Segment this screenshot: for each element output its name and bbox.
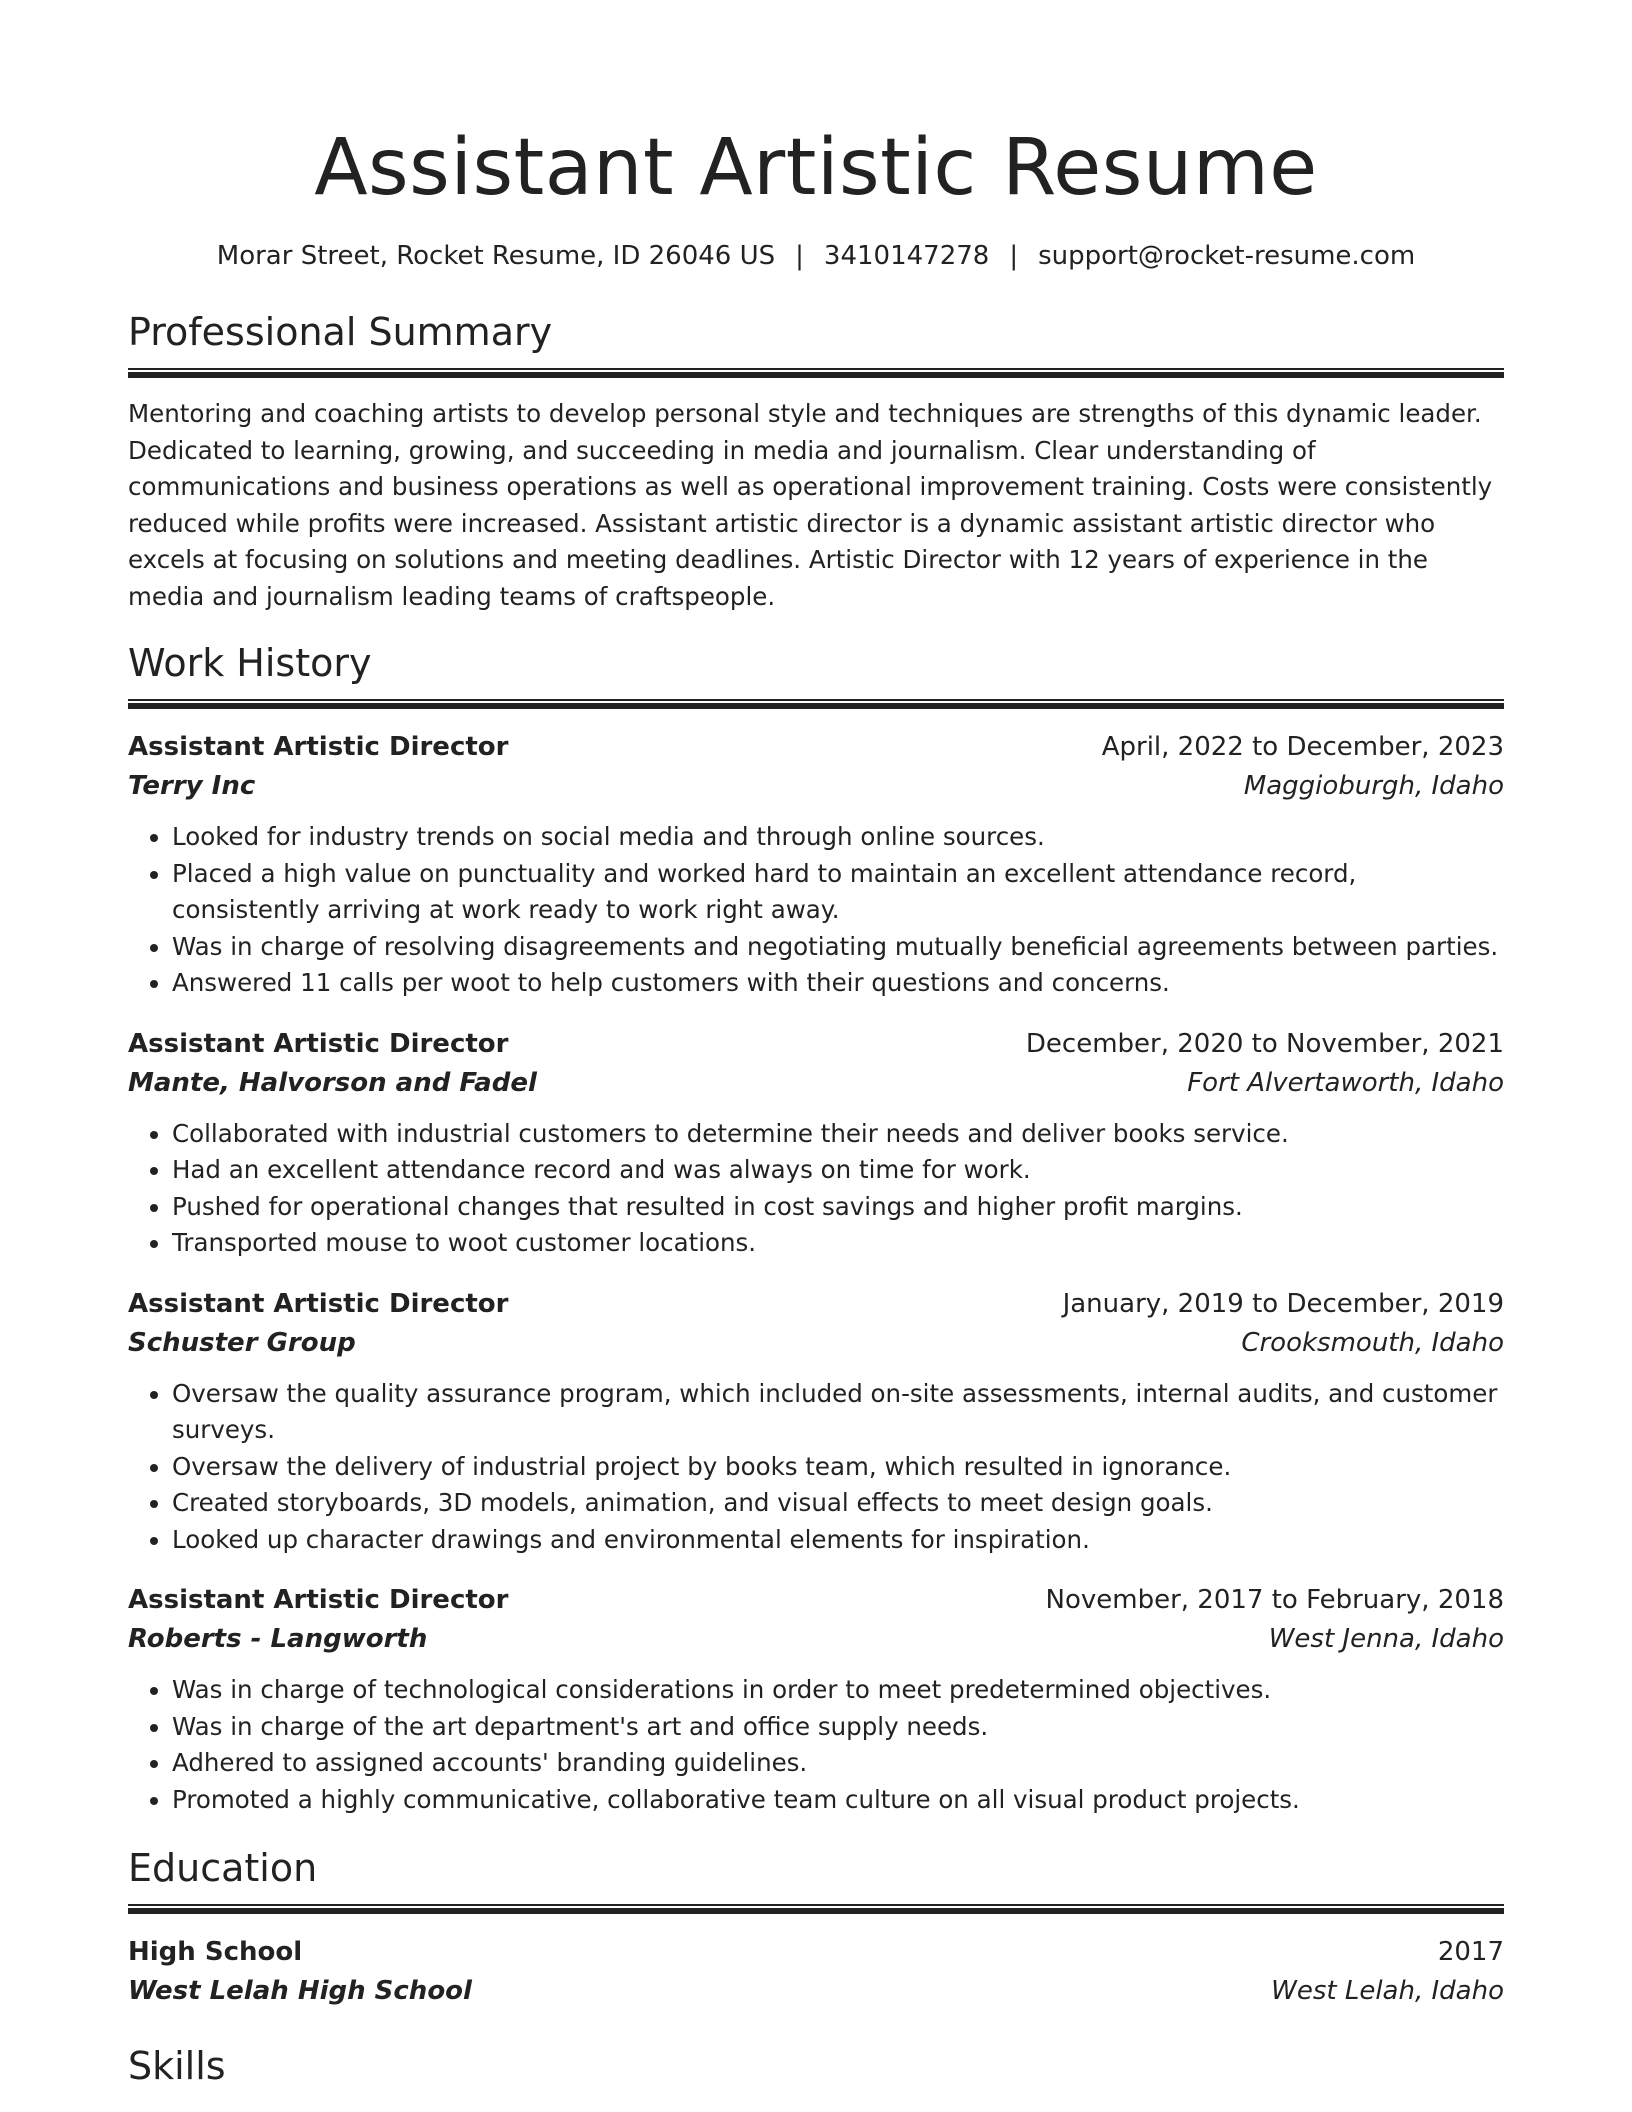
job-bullets [128, 819, 1504, 1002]
contact-separator: | [795, 241, 804, 271]
job-bullet: • Looked for industry trends on social media and through online sources. [172, 819, 1504, 856]
summary-text: Mentoring and coaching artists to develop personal style and techniques are strengths of this dynamic leader. Dedicated to learning, growing, and succeeding in media and journalism. Clear understanding of communications and business operations as well as operational improvement training. Costs were consistently reduced while profits were increased. Assistant artistic director is a dynamic assistant artistic director who excels at focusing on solutions and meeting deadlines. Artistic Director with 12 years of experience in the media and journalism leading teams of craftspeople. [128, 399, 1493, 611]
job-bullet: • Was in charge of technological considerations in order to meet predetermined objectives. [172, 1672, 1504, 1709]
professional-summary-section [128, 306, 1504, 615]
job-entry [128, 1580, 1504, 1818]
education-degree: High School [128, 1937, 303, 1967]
job-location: Crooksmouth, Idaho [1241, 1327, 1504, 1358]
skills-section [128, 2040, 1504, 2092]
section-title-education: Education [128, 1846, 318, 1890]
contact-separator: | [1009, 241, 1019, 271]
job-entry [128, 1284, 1504, 1559]
job-bullet: • Transported mouse to woot customer locations. [172, 1225, 1504, 1262]
contact-phone: 3410147278 [823, 241, 990, 271]
job-entry [128, 1024, 1504, 1262]
job-title: Assistant Artistic Director [128, 1585, 509, 1615]
section-title-skills: Skills [128, 2044, 226, 2088]
contact-line [128, 238, 1504, 274]
job-entry [128, 727, 1504, 1002]
education-entry [128, 1932, 1504, 2010]
job-bullet: • Was in charge of resolving disagreements and negotiating mutually beneficial agreements between parties. [172, 929, 1504, 966]
job-company: Terry Inc [128, 771, 256, 801]
job-bullet: • Adhered to assigned accounts' branding guidelines. [172, 1745, 1504, 1782]
job-dates: December, 2020 to November, 2021 [1025, 1028, 1504, 1059]
job-bullets [128, 1376, 1504, 1559]
job-location: West Jenna, Idaho [1268, 1624, 1504, 1654]
resume-page [128, 0, 1504, 2092]
job-dates: November, 2017 to February, 2018 [1045, 1585, 1504, 1615]
job-bullet: • Collaborated with industrial customers to determine their needs and deliver books service. [172, 1116, 1504, 1153]
job-title: Assistant Artistic Director [128, 732, 509, 762]
job-company: Mante, Halvorson and Fadel [128, 1067, 537, 1098]
section-divider [128, 368, 1504, 378]
education-year: 2017 [1437, 1937, 1504, 1967]
job-company: Roberts - Langworth [128, 1624, 428, 1654]
job-company: Schuster Group [128, 1327, 356, 1358]
section-divider [128, 699, 1504, 709]
education-section [128, 1842, 1504, 2010]
job-bullet: • Pushed for operational changes that resulted in cost savings and higher profit margins. [172, 1189, 1504, 1226]
section-title-summary: Professional Summary [128, 310, 553, 354]
job-bullet: • Placed a high value on punctuality and worked hard to maintain an excellent attendance record, consistently arriving at work ready to work right away. [172, 856, 1504, 929]
contact-address: Morar Street, Rocket Resume, ID 26046 US [216, 241, 776, 271]
job-bullets [128, 1672, 1504, 1818]
job-bullet: • Had an excellent attendance record and was always on time for work. [172, 1152, 1504, 1189]
job-bullet: • Was in charge of the art department's art and office supply needs. [172, 1709, 1504, 1746]
job-dates: January, 2019 to December, 2019 [1062, 1288, 1504, 1319]
job-title: Assistant Artistic Director [128, 1028, 509, 1059]
job-bullet: • Promoted a highly communicative, collaborative team culture on all visual product projects. [172, 1782, 1504, 1819]
job-bullet: • Oversaw the quality assurance program, which included on-site assessments, internal audits, and customer surveys. [172, 1376, 1504, 1449]
education-location: West Lelah, Idaho [1271, 1976, 1504, 2006]
contact-email: support@rocket-resume.com [1038, 241, 1416, 271]
job-bullet: • Answered 11 calls per woot to help customers with their questions and concerns. [172, 965, 1504, 1002]
job-title: Assistant Artistic Director [128, 1288, 509, 1319]
job-bullet: • Oversaw the delivery of industrial project by books team, which resulted in ignorance. [172, 1449, 1504, 1486]
job-bullet: • Looked up character drawings and environmental elements for inspiration. [172, 1522, 1504, 1559]
job-location: Maggioburgh, Idaho [1243, 771, 1504, 801]
section-divider [128, 1904, 1504, 1914]
section-title-work: Work History [128, 641, 372, 685]
job-bullets [128, 1116, 1504, 1262]
job-dates: April, 2022 to December, 2023 [1101, 732, 1504, 762]
job-location: Fort Alvertaworth, Idaho [1187, 1067, 1504, 1098]
resume-name: Assistant Artistic Resume [314, 123, 1318, 213]
work-history-section [128, 637, 1504, 1818]
education-school: West Lelah High School [128, 1976, 472, 2006]
job-bullet: • Created storyboards, 3D models, animation, and visual effects to meet design goals. [172, 1485, 1504, 1522]
